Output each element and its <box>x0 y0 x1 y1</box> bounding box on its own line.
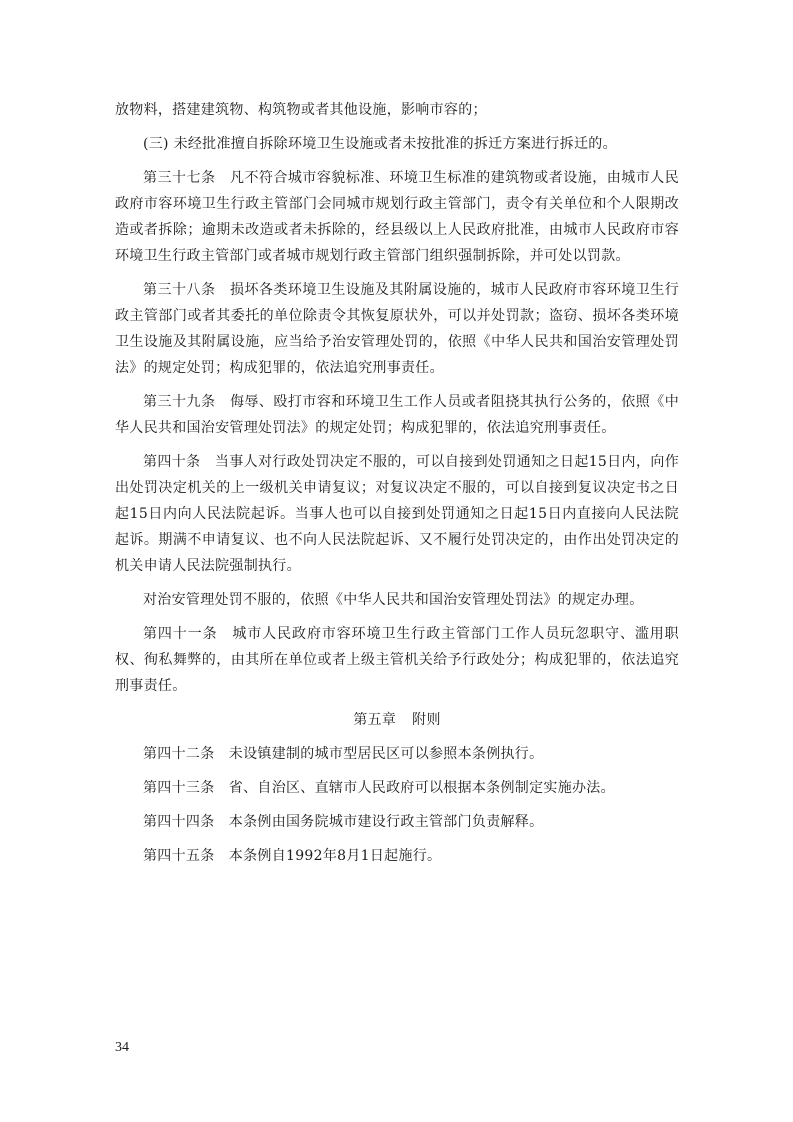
article-38: 第三十八条 损坏各类环境卫生设施及其附属设施的，城市人民政府市容环境卫生行政主管部门或者其委托的单位除责令其恢复原状外，可以并处罚款；盗窃、损坏各类环境卫生设施及其附属设施，应当给予治安管理处罚的，依照《中华人民共和国治安管理处罚法》的规定处罚；构成犯罪的，依法追究刑事责任。 <box>115 282 679 376</box>
article-45: 第四十五条 本条例自1992年8月1日起施行。 <box>143 848 442 864</box>
article-43: 第四十三条 省、自治区、直辖市人民政府可以根据本条例制定实施办法。 <box>143 780 615 796</box>
page-number: 34 <box>115 1040 129 1055</box>
page-body <box>115 97 679 877</box>
paragraph: 对治安管理处罚不服的，依照《中华人民共和国治安管理处罚法》的规定办理。 <box>143 592 644 608</box>
article-37: 第三十七条 凡不符合城市容貌标准、环境卫生标准的建筑物或者设施，由城市人民政府市容环境卫生行政主管部门会同城市规划行政主管部门，责令有关单位和个人限期改造或者拆除；逾期未改造或者未拆除的，经县级以上人民政府批准，由城市人民政府市容环境卫生行政主管部门或者城市规划行政主管部门组织强制拆除，并可处以罚款。 <box>115 170 679 264</box>
article-44: 第四十四条 本条例由国务院城市建设行政主管部门负责解释。 <box>143 814 544 830</box>
article-42: 第四十二条 未设镇建制的城市型居民区可以参照本条例执行。 <box>143 746 544 762</box>
paragraph: (三) 未经批准擅自拆除环境卫生设施或者未按批准的拆迁方案进行拆迁的。 <box>143 136 617 152</box>
chapter-heading <box>115 707 679 733</box>
chapter-title: 附则 <box>412 712 441 728</box>
article-40: 第四十条 当事人对行政处罚决定不服的，可以自接到处罚通知之日起15日内，向作出处罚决定机关的上一级机关申请复议；对复议决定不服的，可以自接到复议决定书之日起15日内向人民法院起诉。当事人也可以自接到处罚通知之日起15日内直接向人民法院起诉。期满不申请复议、也不向人民法院起诉、又不履行处罚决定的，由作出处罚决定的机关申请人民法院强制执行。 <box>115 454 679 574</box>
article-41: 第四十一条 城市人民政府市容环境卫生行政主管部门工作人员玩忽职守、滥用职权、徇私舞弊的，由其所在单位或者上级主管机关给予行政处分；构成犯罪的，依法追究刑事责任。 <box>115 626 679 694</box>
article-39: 第三十九条 侮辱、殴打市容和环境卫生工作人员或者阻挠其执行公务的，依照《中华人民共和国治安管理处罚法》的规定处罚；构成犯罪的，依法追究刑事责任。 <box>115 394 679 436</box>
chapter-number: 第五章 <box>353 712 397 728</box>
paragraph: 放物料，搭建建筑物、构筑物或者其他设施，影响市容的； <box>115 102 487 118</box>
